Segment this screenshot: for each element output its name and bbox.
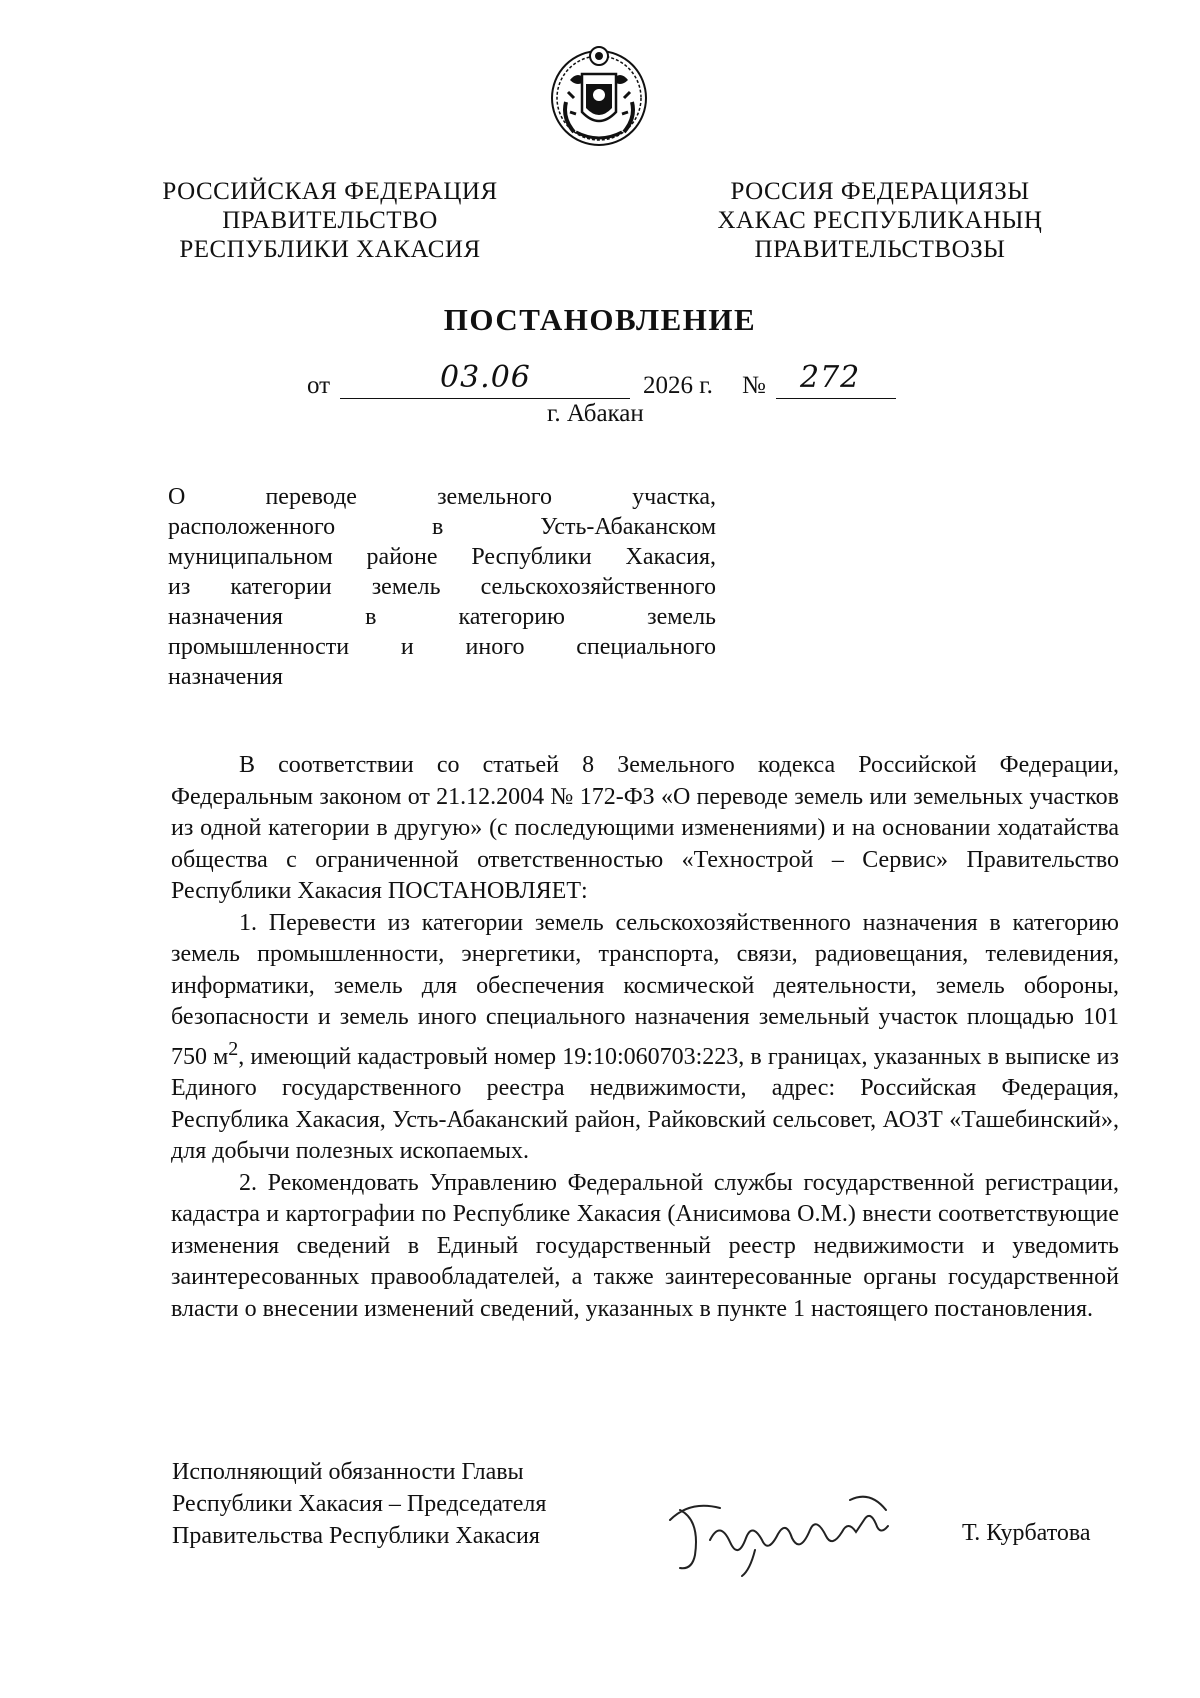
signatory-position (172, 1456, 546, 1552)
subject-word: в (431, 514, 444, 540)
signatory-name: Т. Курбатова (962, 1520, 1091, 1546)
subject-word: назначения (168, 664, 283, 690)
subject-line (168, 512, 716, 542)
document-body (171, 750, 1119, 1325)
header-right-line: РОССИЯ ФЕДЕРАЦИЯЗЫ (730, 178, 1030, 205)
subject-word: сельскохозяйственного (480, 574, 716, 600)
area-unit-superscript: 2 (228, 1037, 239, 1060)
number-label: № (742, 372, 766, 399)
subject-word: земель (647, 604, 716, 630)
item-1-text: 1. Перевести из категории земель сельскохозяйственного назначения в категорию земель промышленности, энергетики, транспорта, связи, радиовещания, телевидения, информатики, земель для обеспечения космической деятельности, земель обороны, безопасности и земель иного специального назначения земельный участок площадью 101 750 м (171, 909, 1119, 1070)
subject-word: Республики (471, 544, 592, 570)
header-right-line: ХАКАС РЕСПУБЛИКАНЫҢ (717, 207, 1043, 234)
item-1-paragraph (171, 908, 1119, 1168)
signatory-position-line: Исполняющий обязанности Главы (172, 1459, 524, 1485)
subject-word: переводе (265, 484, 357, 510)
signatory-position-line: Правительства Республики Хакасия (172, 1523, 540, 1549)
subject-word: категорию (458, 604, 565, 630)
header-left (150, 177, 510, 264)
header-left-line: РОССИЙСКАЯ ФЕДЕРАЦИЯ (162, 178, 498, 205)
subject-word: муниципальном (168, 544, 333, 570)
subject-line (168, 602, 716, 632)
item-2-paragraph: 2. Рекомендовать Управлению Федеральной службы государственной регистрации, кадастра и картографии по Республике Хакасия (Анисимова О.М.) внести соответствующие изменения сведений в Единый государственный реестр недвижимости и уведомить заинтересованных правообладателей, а также заинтересованные органы государственной власти о внесении изменений сведений, указанных в пункте 1 настоящего постановления. (171, 1169, 1119, 1322)
header-right-line: ПРАВИТЕЛЬСТВОЗЫ (754, 236, 1006, 263)
subject-word: земельного (437, 484, 553, 510)
subject-word: в (365, 604, 377, 630)
subject-word: участка, (632, 484, 716, 510)
city-name: г. Абакан (547, 400, 644, 427)
subject-line (168, 542, 716, 572)
subject-word: промышленности (168, 634, 350, 660)
header-left-line: ПРАВИТЕЛЬСТВО (222, 207, 438, 234)
document-type-title: ПОСТАНОВЛЕНИЕ (443, 302, 757, 337)
year-text: 2026 г. (643, 372, 713, 399)
subject-word: и (400, 634, 414, 660)
subject-word: назначения (168, 604, 283, 630)
header-left-line: РЕСПУБЛИКИ ХАКАСИЯ (179, 236, 481, 263)
subject-word: специального (576, 634, 716, 660)
subject-word: иного (465, 634, 525, 660)
header-right (690, 177, 1070, 264)
subject-word: Хакасия, (625, 544, 716, 570)
subject-word: категории (230, 574, 332, 600)
item-1-text-cont: , имеющий кадастровый номер 19:10:060703:223, в границах, указанных в выписке из Единого государственного реестра недвижимости, адрес: Российская Федерация, Республика Хакасия, Усть-Абаканский район, Райковский сельсовет, АОЗТ «Ташебинский», для добычи полезных ископаемых. (171, 1043, 1119, 1164)
subject-word: О (168, 484, 186, 510)
preamble-paragraph: В соответствии со статьей 8 Земельного кодекса Российской Федерации, Федеральным законом от 21.12.2004 № 172-ФЗ «О переводе земель или земельных участков из одной категории в другую» (с последующими изменениями) и на основании ходатайства общества с ограниченной ответственностью «Технострой – Сервис» Правительство Республики Хакасия ПОСТАНОВЛЯЕТ: (171, 752, 1119, 904)
subject-word: расположенного (168, 514, 336, 540)
subject-line (168, 572, 716, 602)
document-subject (168, 482, 716, 692)
subject-line (168, 662, 716, 692)
handwritten-number: 272 (800, 360, 861, 395)
subject-word: районе (366, 544, 438, 570)
signatory-position-line: Республики Хакасия – Председателя (172, 1491, 547, 1517)
from-label: от (307, 372, 331, 399)
subject-line (168, 482, 716, 512)
subject-word: Усть-Абаканском (540, 514, 716, 540)
subject-word: земель (371, 574, 441, 600)
handwritten-date: 03.06 (440, 360, 531, 395)
coat-of-arms-emblem (548, 40, 650, 150)
subject-line (168, 632, 716, 662)
subject-word: из (168, 574, 191, 600)
handwritten-signature (650, 1480, 930, 1580)
